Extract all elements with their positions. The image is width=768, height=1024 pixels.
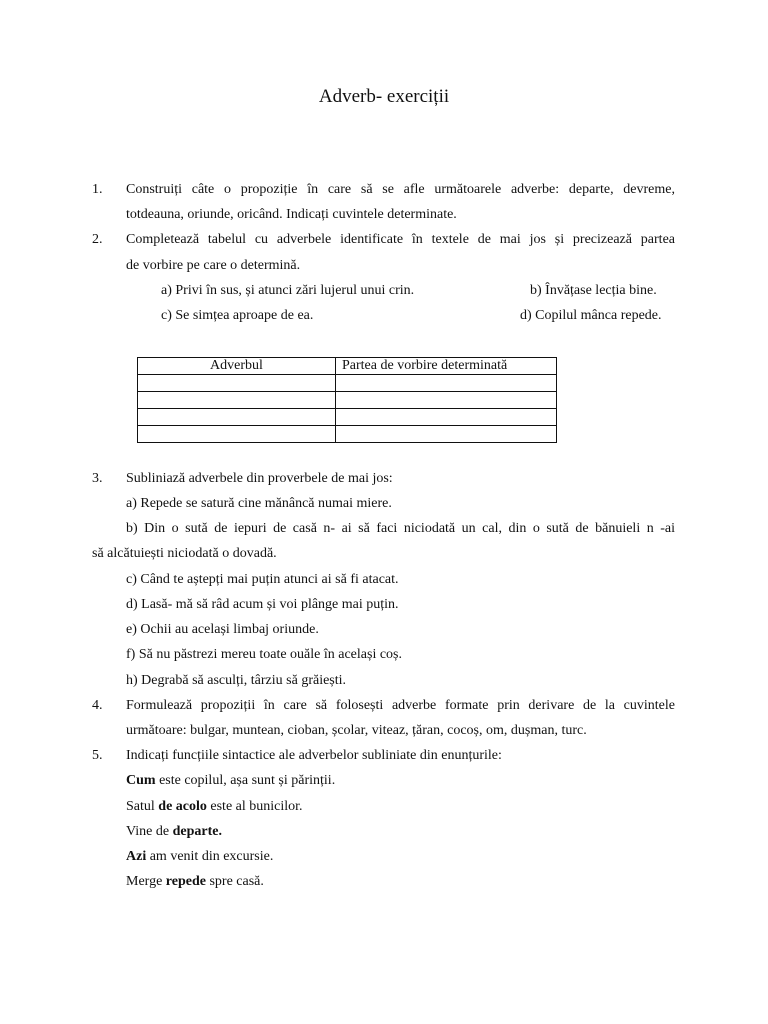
table-cell[interactable] <box>336 375 557 392</box>
page-title: Adverb- exerciții <box>318 86 450 107</box>
table-cell[interactable] <box>336 392 557 409</box>
exercise-2-number: 2. <box>92 232 103 247</box>
sentence-text: Merge <box>126 874 166 889</box>
sentence-text: spre casă. <box>205 874 264 889</box>
proverb-c: c) Când te aștepți mai puțin atunci ai să fi atacat. <box>126 572 399 587</box>
sentence-text: am venit din excursie. <box>146 849 274 864</box>
table-row <box>138 409 557 426</box>
proverb-b-line-2: să alcătuiești niciodată o dovadă. <box>92 546 277 561</box>
bold-adverb: departe. <box>172 824 222 839</box>
table-cell[interactable] <box>138 426 336 443</box>
sentence-text: este al bunicilor. <box>206 799 303 814</box>
exercise-2-line-1: Completează tabelul cu adverbele identificate în textele de mai jos și precizează partea <box>126 232 675 247</box>
exercise-1-number: 1. <box>92 182 103 197</box>
exercise-2-sentence-d: d) Copilul mânca repede. <box>520 308 662 323</box>
sentence-2 <box>126 798 303 816</box>
bold-adverb: Azi <box>126 849 147 864</box>
sentence-text: Vine de <box>126 824 173 839</box>
exercise-4-line-1: Formulează propoziții în care să folosești adverbe formate prin derivare de la cuvintele <box>126 698 675 713</box>
proverb-e: e) Ochii au același limbaj oriunde. <box>126 622 319 637</box>
bold-adverb: de acolo <box>158 799 207 814</box>
bold-adverb: Cum <box>126 773 156 788</box>
exercise-1-line-2: totdeauna, oriunde, oricând. Indicați cuvintele determinate. <box>126 207 457 222</box>
table-row <box>138 392 557 409</box>
proverb-d: d) Lasă- mă să râd acum și voi plânge mai puțin. <box>126 597 399 612</box>
exercise-5-intro: Indicați funcțiile sintactice ale adverbelor subliniate din enunțurile: <box>126 748 502 763</box>
table-row <box>138 375 557 392</box>
table-cell[interactable] <box>138 375 336 392</box>
proverb-b-line-1: b) Din o sută de iepuri de casă n- ai să faci niciodată un cal, din o sută de bănuieli n -ai <box>126 521 675 536</box>
sentence-5 <box>126 873 264 891</box>
exercise-1-line-1: Construiți câte o propoziție în care să se afle următoarele adverbe: departe, devreme, <box>126 182 675 197</box>
sentence-4 <box>126 848 273 866</box>
proverb-f: f) Să nu păstrezi mereu toate ouăle în același coș. <box>126 647 402 662</box>
exercise-3-intro: Subliniază adverbele din proverbele de mai jos: <box>126 471 393 486</box>
sentence-1 <box>126 772 335 790</box>
table-cell[interactable] <box>336 426 557 443</box>
sentence-text: Satul <box>126 799 159 814</box>
exercise-2-line-2: de vorbire pe care o determină. <box>126 258 301 273</box>
exercise-2-sentence-a: a) Privi în sus, și atunci zări lujerul unui crin. <box>161 283 415 298</box>
proverb-h: h) Degrabă să asculți, târziu să grăiești. <box>126 673 347 688</box>
proverb-a: a) Repede se satură cine mănâncă numai miere. <box>126 496 392 511</box>
table-cell[interactable] <box>336 409 557 426</box>
sentence-text: este copilul, așa sunt și părinții. <box>155 773 336 788</box>
table-row <box>138 426 557 443</box>
table-header-row <box>138 358 557 375</box>
adverb-table <box>137 357 557 443</box>
exercise-4-line-2: următoare: bulgar, muntean, cioban, școlar, viteaz, țăran, cocoș, om, dușman, turc. <box>126 723 587 738</box>
table-header-partea: Partea de vorbire determinată <box>336 358 557 375</box>
exercise-5-number: 5. <box>92 748 103 763</box>
table-cell[interactable] <box>138 392 336 409</box>
exercise-3-number: 3. <box>92 471 103 486</box>
table-header-adverbul: Adverbul <box>138 358 336 375</box>
exercise-4-number: 4. <box>92 698 103 713</box>
exercise-2-sentence-c: c) Se simțea aproape de ea. <box>161 308 314 323</box>
exercise-2-sentence-b: b) Învățase lecția bine. <box>530 283 657 298</box>
sentence-3 <box>126 823 222 841</box>
table-cell[interactable] <box>138 409 336 426</box>
bold-adverb: repede <box>165 874 206 889</box>
